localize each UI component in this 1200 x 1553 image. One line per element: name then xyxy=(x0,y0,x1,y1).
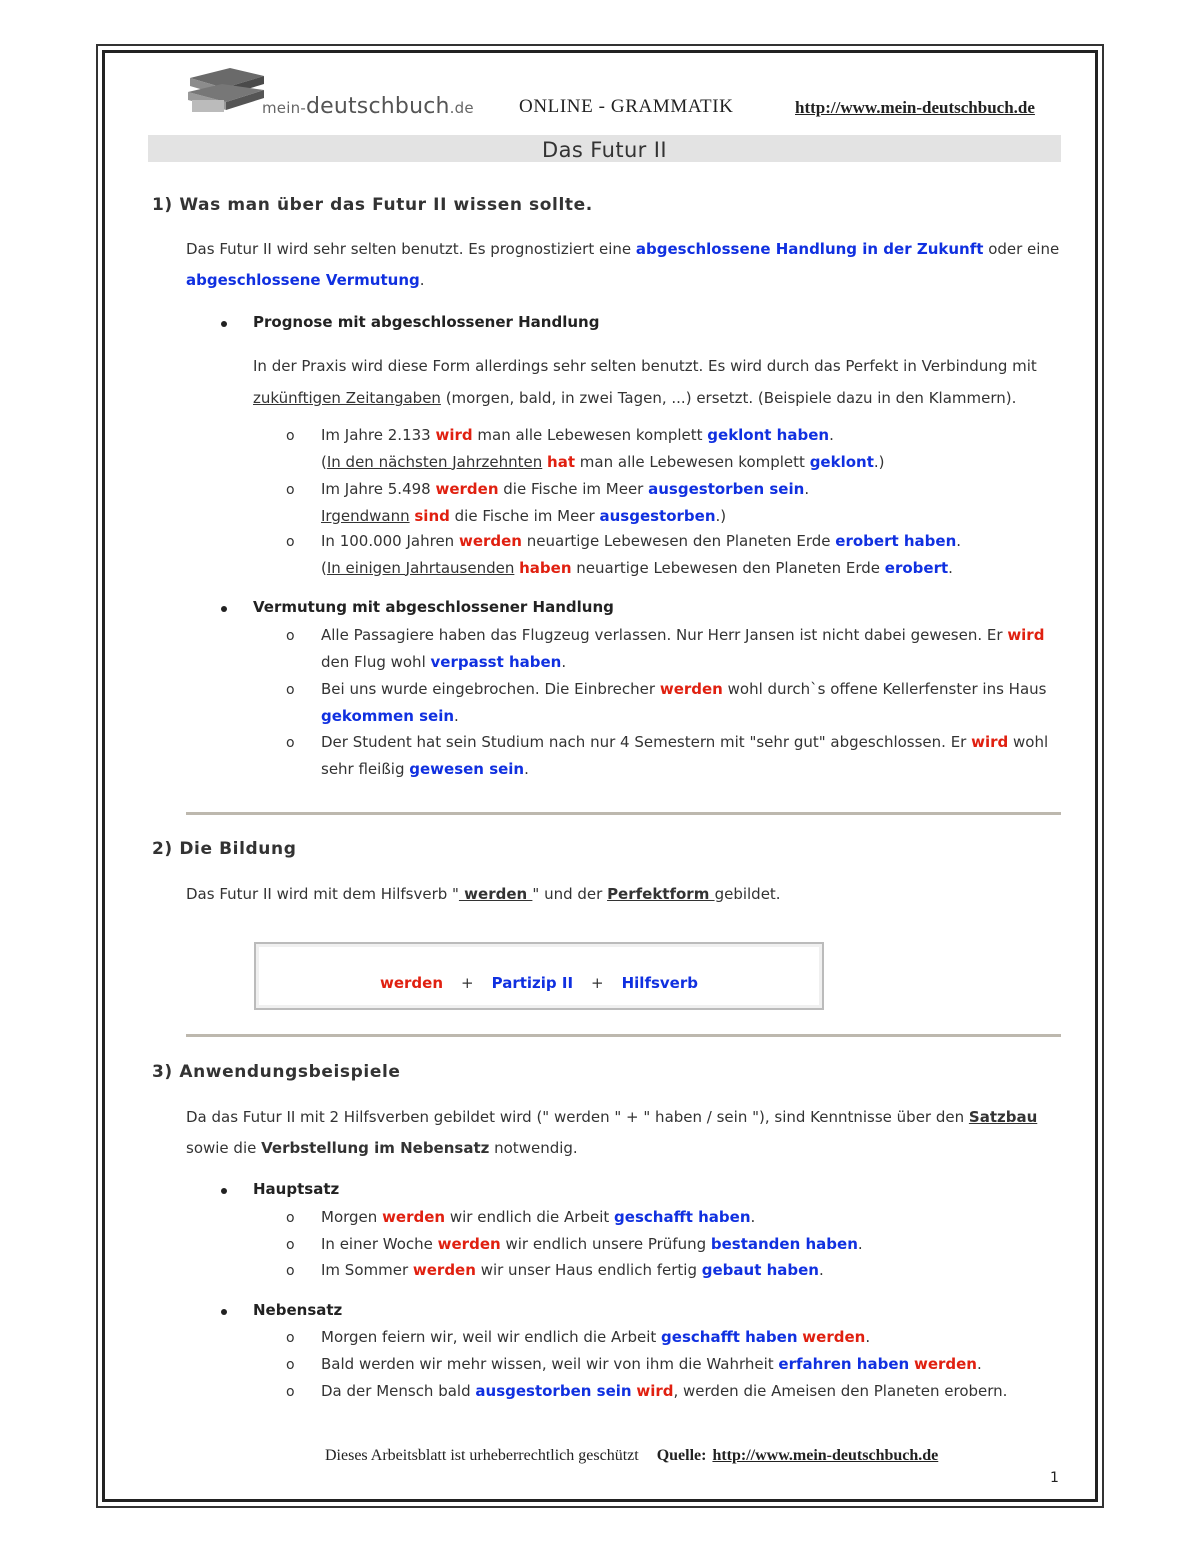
list-item: Bald werden wir mehr wissen, weil wir von ihm die Wahrheit erfahren haben werden. xyxy=(321,1355,982,1373)
section-2-heading: 2) Die Bildung xyxy=(152,839,297,859)
logo xyxy=(186,66,516,122)
list-item: Bei uns wurde eingebrochen. Die Einbrecher werden wohl durch`s offene Kellerfenster ins Haus gekommen sein. xyxy=(321,680,1047,725)
divider xyxy=(186,812,1061,815)
sub-bullet-icon: o xyxy=(286,1237,295,1253)
sub-bullet-icon: o xyxy=(286,1384,295,1400)
bullet-title-vermutung: Vermutung mit abgeschlossener Handlung xyxy=(253,598,614,616)
bullet-title-hauptsatz: Hauptsatz xyxy=(253,1180,340,1198)
formula-box xyxy=(254,942,824,1010)
bullet-title-prognose: Prognose mit abgeschlossener Handlung xyxy=(253,313,600,331)
list-item: Im Sommer werden wir unser Haus endlich fertig gebaut haben. xyxy=(321,1261,824,1279)
list-item: Alle Passagiere haben das Flugzeug verlassen. Nur Herr Jansen ist nicht dabei gewesen. Er wird den Flug wohl verpasst haben. xyxy=(321,626,1045,671)
header-title: ONLINE - GRAMMATIK xyxy=(519,96,734,117)
section-2-paragraph: Das Futur II wird mit dem Hilfsverb " werden " und der Perfektform gebildet. xyxy=(186,885,781,903)
footer xyxy=(325,1447,938,1465)
list-item: Der Student hat sein Studium nach nur 4 Semestern mit "sehr gut" abgeschlossen. Er wird wohl sehr fleißig gewesen sein. xyxy=(321,733,1049,778)
sub-bullet-icon: o xyxy=(286,1357,295,1373)
sub-bullet-icon: o xyxy=(286,428,295,444)
footer-copyright: Dieses Arbeitsblatt ist urheberrechtlich geschützt xyxy=(325,1447,639,1464)
bullet-icon xyxy=(221,606,227,612)
list-item: Morgen feiern wir, weil wir endlich die Arbeit geschafft haben werden. xyxy=(321,1328,871,1346)
bullet-icon xyxy=(221,321,227,327)
formula: werden + Partizip II + Hilfsverb xyxy=(380,974,698,992)
bullet-icon xyxy=(221,1188,227,1194)
sub-bullet-icon: o xyxy=(286,735,295,751)
section-3-heading: 3) Anwendungsbeispiele xyxy=(152,1062,401,1082)
prognose-paragraph: In der Praxis wird diese Form allerdings sehr selten benutzt. Es wird durch das Perfekt in Verbindung mit zukünftigen Zeitangaben (morgen, bald, in zwei Tagen, ...) ersetzt. (Beispiele dazu in den Klammern). xyxy=(253,357,1037,407)
footer-source-label: Quelle: xyxy=(656,1447,707,1464)
list-item: Im Jahre 2.133 wird man alle Lebewesen komplett geklont haben. (In den nächsten Jahrzehnten hat man alle Lebewesen komplett geklont.) xyxy=(321,426,885,471)
page-title: Das Futur II xyxy=(148,135,1061,162)
sub-bullet-icon: o xyxy=(286,1330,295,1346)
section-1-heading: 1) Was man über das Futur II wissen sollte. xyxy=(152,195,593,215)
sub-bullet-icon: o xyxy=(286,682,295,698)
list-item: Morgen werden wir endlich die Arbeit geschafft haben. xyxy=(321,1208,756,1226)
sub-bullet-icon: o xyxy=(286,1210,295,1226)
header-url-link[interactable]: http://www.mein-deutschbuch.de xyxy=(795,98,1035,117)
book-stack-icon xyxy=(186,66,266,122)
bullet-icon xyxy=(221,1309,227,1315)
sub-bullet-icon: o xyxy=(286,534,295,550)
sub-bullet-icon: o xyxy=(286,1263,295,1279)
list-item: Da der Mensch bald ausgestorben sein wird, werden die Ameisen den Planeten erobern. xyxy=(321,1382,1008,1400)
footer-url-link[interactable]: http://www.mein-deutschbuch.de xyxy=(712,1447,939,1464)
list-item: In 100.000 Jahren werden neuartige Lebewesen den Planeten Erde erobert haben. (In einigen Jahrtausenden haben neuartige Lebewesen den Planeten Erde erobert. xyxy=(321,532,962,577)
section-1-intro: Das Futur II wird sehr selten benutzt. Es prognostiziert eine abgeschlossene Handlung in der Zukunft oder eine abgeschlossene Vermutung. xyxy=(186,240,1060,289)
section-3-paragraph: Da das Futur II mit 2 Hilfsverben gebildet wird (" werden " + " haben / sein "), sind Kenntnisse über den Satzbau sowie die Verbstellung im Nebensatz notwendig. xyxy=(186,1108,1038,1157)
divider xyxy=(186,1034,1061,1037)
page-number: 1 xyxy=(1050,1470,1059,1486)
list-item: In einer Woche werden wir endlich unsere Prüfung bestanden haben. xyxy=(321,1235,863,1253)
list-item: Im Jahre 5.498 werden die Fische im Meer ausgestorben sein. Irgendwann sind die Fische im Meer ausgestorben.) xyxy=(321,480,810,525)
bullet-title-nebensatz: Nebensatz xyxy=(253,1301,343,1319)
sub-bullet-icon: o xyxy=(286,628,295,644)
logo-text: mein-deutschbuch.de xyxy=(262,94,474,119)
sub-bullet-icon: o xyxy=(286,482,295,498)
